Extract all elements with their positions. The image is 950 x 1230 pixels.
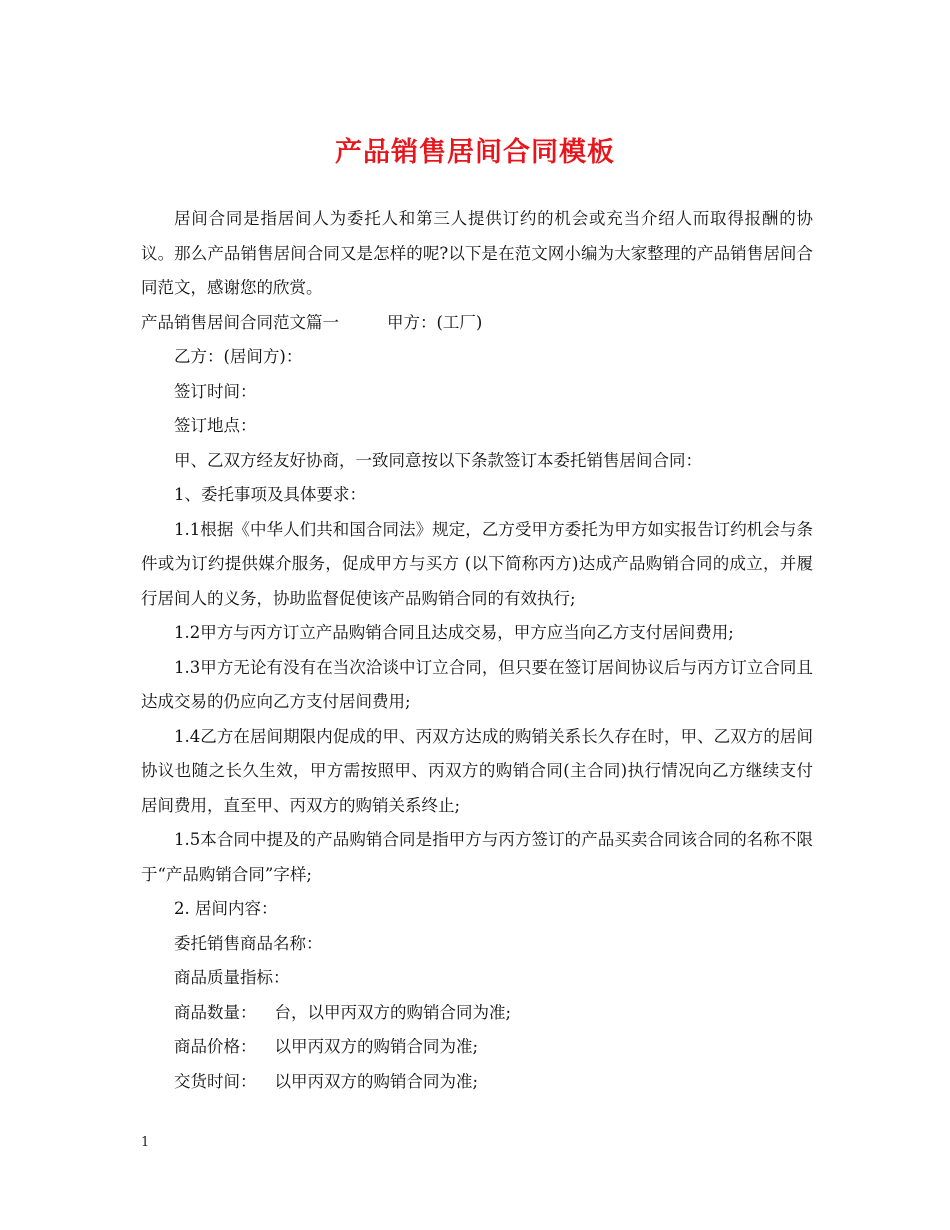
delivery-value: 以甲丙双方的购销合同为准;: [274, 1071, 479, 1091]
clause-1-1: 1.1根据《中华人们共和国合同法》规定，乙方受甲方委托为甲方如实报告订约机会与条件或为订约提供媒介服务，促成甲方与买方 (以下简称丙方)达成产品购销合同的成立，并履行居间人的义务，协助监督促使该产品购销合同的有效执行;: [141, 519, 813, 608]
clause-2-heading: 2. 居间内容：: [174, 899, 278, 918]
clause-1-5: 1.5本合同中提及的产品购销合同是指甲方与丙方签订的产品买卖合同该合同的名称不限于“产品购销合同”字样;: [141, 830, 813, 884]
quantity-value: 台，以甲丙双方的购销合同为准;: [274, 1002, 512, 1022]
party-a: 甲方：(工厂): [387, 312, 483, 332]
clause-1-3: 1.3甲方无论有没有在当次洽谈中订立合同，但只要在签订居间协议后与丙方订立合同且达成交易的仍应向乙方支付居间费用;: [141, 657, 813, 711]
price-label: 商品价格：: [174, 1037, 257, 1056]
quantity-line: [141, 996, 813, 1031]
delivery-label: 交货时间：: [174, 1071, 257, 1091]
price-line: [141, 1030, 813, 1065]
sign-place: 签订地点：: [174, 416, 257, 435]
party-b: 乙方：(居间方)：: [174, 347, 303, 366]
clause-1-2: 1.2甲方与丙方订立产品购销合同且达成交易，甲方应当向乙方支付居间费用;: [174, 623, 734, 642]
product-name-line: 委托销售商品名称：: [174, 933, 323, 953]
sign-time: 签订时间：: [174, 381, 257, 401]
document-title: 产品销售居间合同模板: [335, 137, 615, 168]
clause-1-4: 1.4乙方在居间期限内促成的甲、丙双方达成的购销关系长久存在时，甲、乙双方的居间协议也随之长久生效，甲方需按照甲、丙双方的购销合同(主合同)执行情况向乙方继续支付居间费用，直至甲、丙双方的购销关系终止;: [141, 726, 813, 815]
price-value: 以甲丙双方的购销合同为准;: [274, 1037, 479, 1056]
section-heading-line: [141, 306, 813, 341]
document-body: [141, 202, 813, 1099]
clause-1-heading: 1、委托事项及具体要求：: [174, 485, 366, 504]
page-number: 1: [141, 1135, 150, 1150]
intro-paragraph: 居间合同是指居间人为委托人和第三人提供订约的机会或充当介绍人而取得报酬的协议。那么产品销售居间合同又是怎样的呢?以下是在范文网小编为大家整理的产品销售居间合同范文，感谢您的欣赏。: [141, 209, 813, 297]
agreement-statement: 甲、乙双方经友好协商，一致同意按以下条款签订本委托销售居间合同：: [174, 450, 702, 470]
delivery-line: [141, 1065, 813, 1100]
section-heading: 产品销售居间合同范文篇一: [141, 312, 339, 332]
quantity-label: 商品数量：: [174, 1002, 257, 1022]
quality-line: 商品质量指标：: [174, 968, 290, 987]
